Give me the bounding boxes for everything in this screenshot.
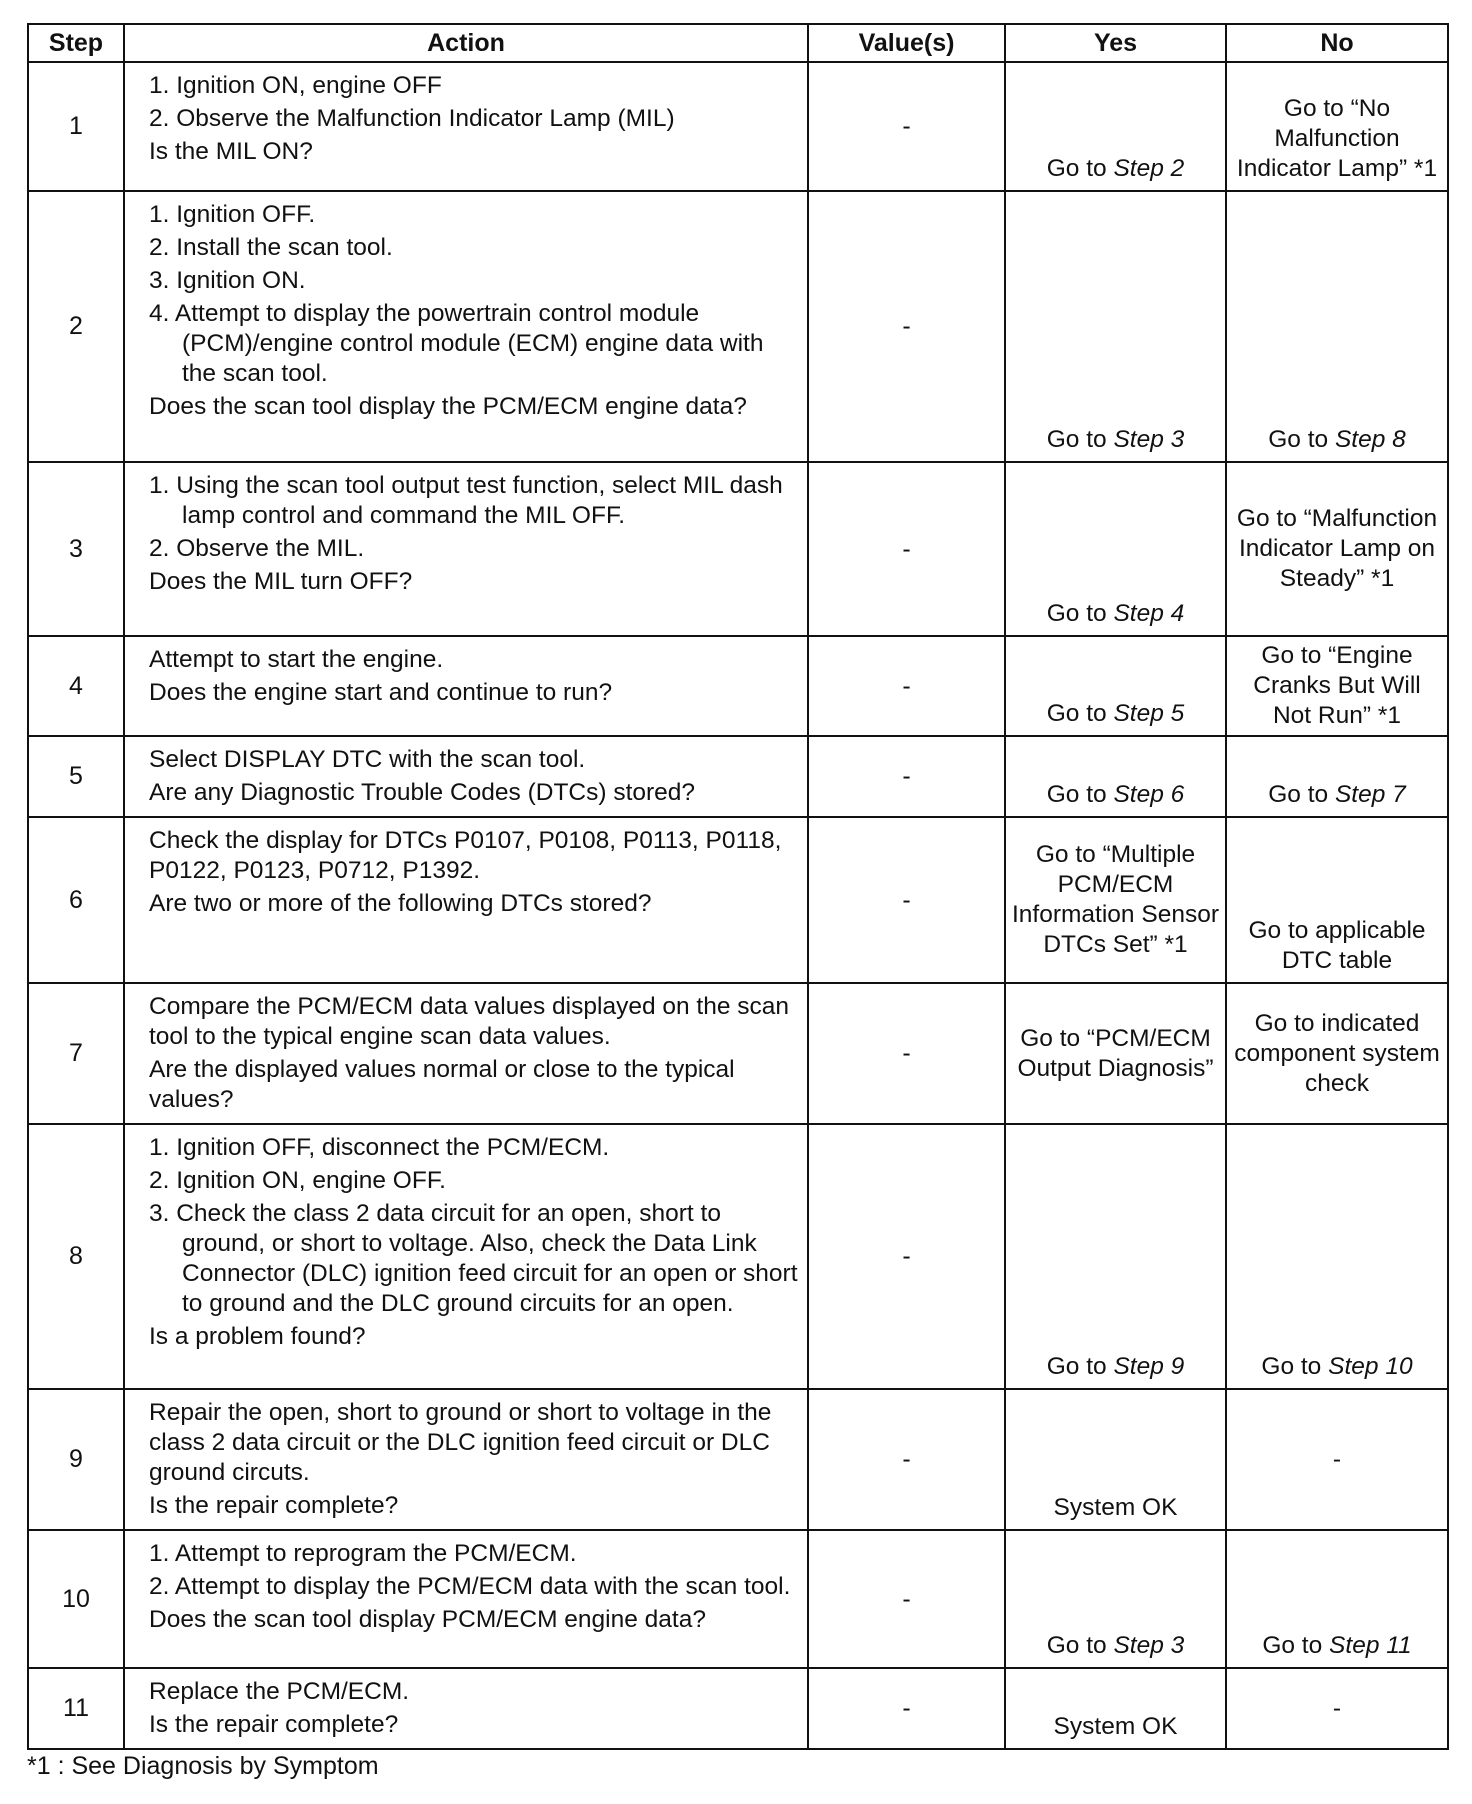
table-body bbox=[28, 62, 1448, 1749]
action-item: 3. Ignition ON. bbox=[149, 267, 306, 294]
yes-cell bbox=[1005, 636, 1226, 736]
header-yes: Yes bbox=[1005, 24, 1226, 62]
no-step-link: Step 10 bbox=[1328, 1353, 1413, 1380]
step-number: 7 bbox=[28, 983, 124, 1124]
no-cell bbox=[1226, 636, 1448, 736]
action-question: Is a problem found? bbox=[149, 1323, 366, 1350]
action-item: 1. Ignition ON, engine OFF bbox=[149, 72, 442, 99]
action-question: Does the engine start and continue to run? bbox=[149, 679, 613, 706]
yes-cell bbox=[1005, 1124, 1226, 1389]
yes-step-link: Step 6 bbox=[1113, 781, 1185, 808]
yes-step-link: Step 4 bbox=[1113, 600, 1185, 627]
no-text: Go to “Engine Cranks But Will Not Run” bbox=[1253, 642, 1421, 729]
yes-text: Go to bbox=[1046, 700, 1114, 727]
table-row bbox=[28, 817, 1448, 983]
yes-text: Go to bbox=[1046, 781, 1114, 808]
yes-step-link: Step 3 bbox=[1113, 1632, 1185, 1659]
action-text: Repair the open, short to ground or short to voltage in the class 2 data circuit or the DLC ignition feed circuit or DLC ground circuts. bbox=[149, 1399, 772, 1486]
table-row bbox=[28, 983, 1448, 1124]
yes-footnote-mark: *1 bbox=[1157, 931, 1188, 958]
action-question: Is the MIL ON? bbox=[149, 138, 313, 165]
action-item: 2. Attempt to display the PCM/ECM data with the scan tool. bbox=[149, 1573, 791, 1600]
yes-step-link: Step 3 bbox=[1113, 426, 1185, 453]
yes-text: Go to “Multiple PCM/ECM Information Sensor DTCs Set” bbox=[1012, 841, 1219, 958]
action-cell bbox=[124, 462, 808, 636]
header-row bbox=[28, 24, 1448, 62]
action-item: 2. Observe the Malfunction Indicator Lamp (MIL) bbox=[149, 105, 675, 132]
step-number: 6 bbox=[28, 817, 124, 983]
action-item: 2. Install the scan tool. bbox=[149, 234, 393, 261]
action-item: 2. Observe the MIL. bbox=[149, 535, 365, 562]
yes-text: Go to bbox=[1046, 600, 1114, 627]
step-number: 3 bbox=[28, 462, 124, 636]
action-item: 4. Attempt to display the powertrain control module (PCM)/engine control module (ECM) engine data with the scan tool. bbox=[149, 300, 764, 387]
step-number: 1 bbox=[28, 62, 124, 191]
header-step: Step bbox=[28, 24, 124, 62]
yes-cell bbox=[1005, 1530, 1226, 1668]
diagnostic-table bbox=[27, 23, 1449, 1750]
action-item: 2. Ignition ON, engine OFF. bbox=[149, 1167, 446, 1194]
action-question: Are any Diagnostic Trouble Codes (DTCs) stored? bbox=[149, 779, 696, 806]
yes-cell bbox=[1005, 817, 1226, 983]
value-cell: - bbox=[808, 191, 1005, 462]
value-cell: - bbox=[808, 1530, 1005, 1668]
table-row bbox=[28, 736, 1448, 817]
value-cell: - bbox=[808, 1389, 1005, 1530]
table-row bbox=[28, 62, 1448, 191]
no-step-link: Step 11 bbox=[1329, 1632, 1412, 1659]
no-cell bbox=[1226, 983, 1448, 1124]
header-values: Value(s) bbox=[808, 24, 1005, 62]
action-question: Are the displayed values normal or close to the typical values? bbox=[149, 1056, 735, 1113]
value-cell: - bbox=[808, 462, 1005, 636]
yes-cell bbox=[1005, 462, 1226, 636]
value-cell: - bbox=[808, 636, 1005, 736]
value-cell: - bbox=[808, 983, 1005, 1124]
no-cell bbox=[1226, 1668, 1448, 1749]
action-cell bbox=[124, 983, 808, 1124]
action-text: Attempt to start the engine. bbox=[149, 646, 444, 673]
yes-cell bbox=[1005, 191, 1226, 462]
step-number: 8 bbox=[28, 1124, 124, 1389]
header-action: Action bbox=[124, 24, 808, 62]
yes-cell bbox=[1005, 983, 1226, 1124]
no-cell bbox=[1226, 462, 1448, 636]
no-text: Go to “No Malfunction Indicator Lamp” bbox=[1236, 95, 1408, 182]
action-question: Does the MIL turn OFF? bbox=[149, 568, 413, 595]
yes-cell bbox=[1005, 1668, 1226, 1749]
yes-text: Go to bbox=[1046, 1632, 1114, 1659]
action-item: 3. Check the class 2 data circuit for an open, short to ground, or short to voltage. Also, check the Data Link Connector (DLC) ignition feed circuit for an open or short to ground and the DLC ground circuits for an open. bbox=[149, 1200, 798, 1317]
action-text: Replace the PCM/ECM. bbox=[149, 1678, 410, 1705]
no-cell bbox=[1226, 817, 1448, 983]
no-cell bbox=[1226, 191, 1448, 462]
no-text: Go to bbox=[1261, 1353, 1329, 1380]
step-number: 11 bbox=[28, 1668, 124, 1749]
no-footnote-mark: *1 bbox=[1407, 155, 1438, 182]
action-item: 1. Ignition OFF, disconnect the PCM/ECM. bbox=[149, 1134, 610, 1161]
yes-step-link: Step 5 bbox=[1113, 700, 1185, 727]
table-row bbox=[28, 636, 1448, 736]
step-number: 9 bbox=[28, 1389, 124, 1530]
table-row bbox=[28, 462, 1448, 636]
action-cell bbox=[124, 1668, 808, 1749]
action-question: Are two or more of the following DTCs stored? bbox=[149, 890, 652, 917]
step-number: 2 bbox=[28, 191, 124, 462]
value-cell: - bbox=[808, 62, 1005, 191]
value-cell: - bbox=[808, 817, 1005, 983]
action-text: Check the display for DTCs P0107, P0108, P0113, P0118, P0122, P0123, P0712, P1392. bbox=[149, 827, 782, 884]
no-text: Go to indicated component system check bbox=[1234, 1009, 1440, 1097]
action-item: 1. Ignition OFF. bbox=[149, 201, 316, 228]
action-item: 1. Using the scan tool output test function, select MIL dash lamp control and command the MIL OFF. bbox=[149, 472, 783, 529]
no-text: Go to bbox=[1268, 426, 1335, 453]
yes-text: Go to bbox=[1046, 155, 1114, 182]
no-cell bbox=[1226, 1124, 1448, 1389]
no-text: - bbox=[1332, 1445, 1342, 1473]
no-cell bbox=[1226, 62, 1448, 191]
action-question: Does the scan tool display the PCM/ECM engine data? bbox=[149, 393, 747, 420]
header-no: No bbox=[1226, 24, 1448, 62]
action-cell bbox=[124, 1530, 808, 1668]
no-step-link: Step 7 bbox=[1334, 781, 1406, 808]
no-text: Go to applicable DTC table bbox=[1248, 917, 1426, 974]
yes-text: Go to bbox=[1046, 426, 1114, 453]
step-number: 10 bbox=[28, 1530, 124, 1668]
table-row bbox=[28, 1389, 1448, 1530]
no-footnote-mark: *1 bbox=[1364, 565, 1395, 592]
no-text: Go to bbox=[1268, 781, 1335, 808]
action-cell bbox=[124, 817, 808, 983]
no-cell bbox=[1226, 1389, 1448, 1530]
step-number: 5 bbox=[28, 736, 124, 817]
yes-cell bbox=[1005, 736, 1226, 817]
no-text: Go to bbox=[1262, 1632, 1330, 1659]
action-cell bbox=[124, 1124, 808, 1389]
no-step-link: Step 8 bbox=[1334, 426, 1406, 453]
yes-step-link: Step 9 bbox=[1113, 1353, 1185, 1380]
yes-step-link: Step 2 bbox=[1113, 155, 1185, 182]
action-cell bbox=[124, 636, 808, 736]
action-cell bbox=[124, 736, 808, 817]
yes-cell bbox=[1005, 62, 1226, 191]
yes-text: Go to “PCM/ECM Output Diagnosis” bbox=[1017, 1024, 1214, 1082]
no-text: Go to “Malfunction Indicator Lamp on Steady” bbox=[1236, 505, 1438, 592]
no-text: - bbox=[1332, 1694, 1342, 1722]
action-question: Is the repair complete? bbox=[149, 1492, 399, 1519]
action-cell bbox=[124, 191, 808, 462]
table-row bbox=[28, 1124, 1448, 1389]
yes-text: Go to bbox=[1046, 1353, 1114, 1380]
table-row bbox=[28, 1668, 1448, 1749]
value-cell: - bbox=[808, 1668, 1005, 1749]
value-cell: - bbox=[808, 1124, 1005, 1389]
value-cell: - bbox=[808, 736, 1005, 817]
step-number: 4 bbox=[28, 636, 124, 736]
action-item: 1. Attempt to reprogram the PCM/ECM. bbox=[149, 1540, 577, 1567]
action-cell bbox=[124, 62, 808, 191]
table-row bbox=[28, 191, 1448, 462]
action-question: Is the repair complete? bbox=[149, 1711, 399, 1738]
no-cell bbox=[1226, 736, 1448, 817]
no-cell bbox=[1226, 1530, 1448, 1668]
table-row bbox=[28, 1530, 1448, 1668]
action-question: Does the scan tool display PCM/ECM engine data? bbox=[149, 1606, 706, 1633]
no-footnote-mark: *1 bbox=[1371, 702, 1401, 729]
yes-text: System OK bbox=[1053, 1713, 1178, 1740]
action-text: Compare the PCM/ECM data values displayed on the scan tool to the typical engine scan data values. bbox=[149, 993, 790, 1050]
yes-cell bbox=[1005, 1389, 1226, 1530]
footnote: *1 : See Diagnosis by Symptom bbox=[27, 1752, 379, 1780]
action-cell bbox=[124, 1389, 808, 1530]
action-text: Select DISPLAY DTC with the scan tool. bbox=[149, 746, 586, 773]
yes-text: System OK bbox=[1053, 1494, 1178, 1521]
